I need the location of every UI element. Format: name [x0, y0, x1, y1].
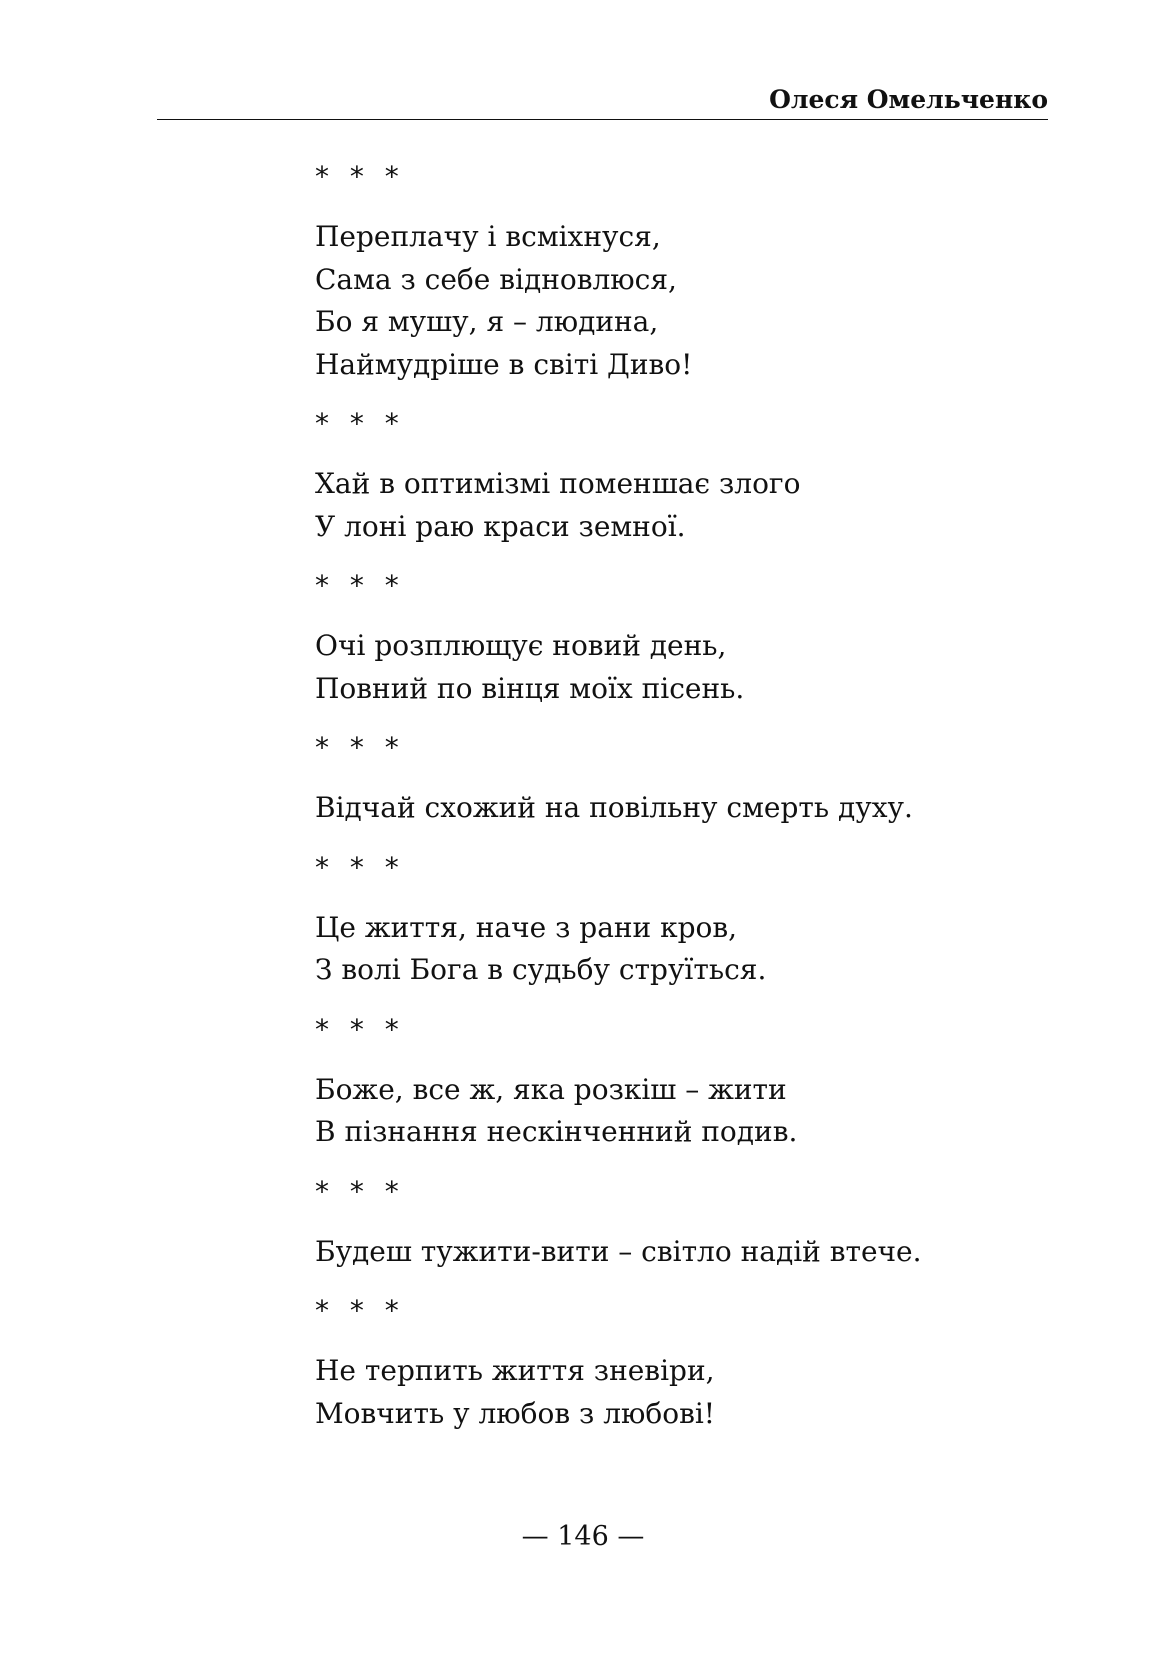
- poem-line: Наймудріше в світі Диво!: [315, 347, 693, 381]
- poem-line: Боже, все ж, яка розкіш – жити: [315, 1072, 787, 1106]
- asterism-separator: * * *: [315, 1012, 405, 1046]
- poem-line: Повний по вінця моїх пісень.: [315, 671, 745, 705]
- poem-line: В пізнання нескінченний подив.: [315, 1115, 798, 1148]
- poem: [315, 569, 1075, 710]
- poem: [315, 407, 1075, 548]
- asterism-separator: * * *: [315, 1294, 405, 1327]
- asterism-separator: * * *: [315, 407, 405, 440]
- poem-line: Сама з себе відновлюся,: [315, 262, 677, 296]
- asterism-separator: * * *: [315, 731, 405, 764]
- page-number: — 146 —: [521, 1521, 645, 1552]
- poem-line: Очі розплющує новий день,: [315, 629, 727, 662]
- poem: [315, 1294, 1075, 1435]
- asterism-separator: * * *: [315, 1174, 405, 1208]
- asterism-separator: * * *: [315, 569, 405, 602]
- poem-line: Мовчить у любов з любові!: [315, 1396, 716, 1430]
- poem-line: Відчай схожий на повільну смерть духу.: [315, 791, 913, 824]
- poem: [315, 1174, 1075, 1274]
- poem-line: Хай в оптимізмі поменшає злого: [315, 467, 801, 500]
- poem-line: У лоні раю краси земної.: [315, 509, 686, 543]
- header-rule: [157, 119, 1048, 120]
- poem: [315, 850, 1075, 992]
- poem-line: Переплачу і всміхнуся,: [315, 220, 661, 253]
- poem: [315, 1012, 1075, 1154]
- poem: [315, 731, 1075, 830]
- asterism-separator: * * *: [315, 850, 405, 884]
- poem-line: З волі Бога в судьбу струїться.: [315, 953, 767, 986]
- poem-list: [315, 160, 1075, 1459]
- poem-line: Будеш тужити-вити – світло надій втече.: [315, 1234, 922, 1268]
- poem: [315, 160, 1075, 386]
- poem-line: Бо я мушу, я – людина,: [315, 305, 659, 338]
- running-head-author: Олеся Омельченко: [769, 85, 1048, 114]
- poem-line: Це життя, наче з рани кров,: [315, 910, 738, 944]
- asterism-separator: * * *: [315, 160, 405, 193]
- poem-line: Не терпить життя зневіри,: [315, 1354, 715, 1387]
